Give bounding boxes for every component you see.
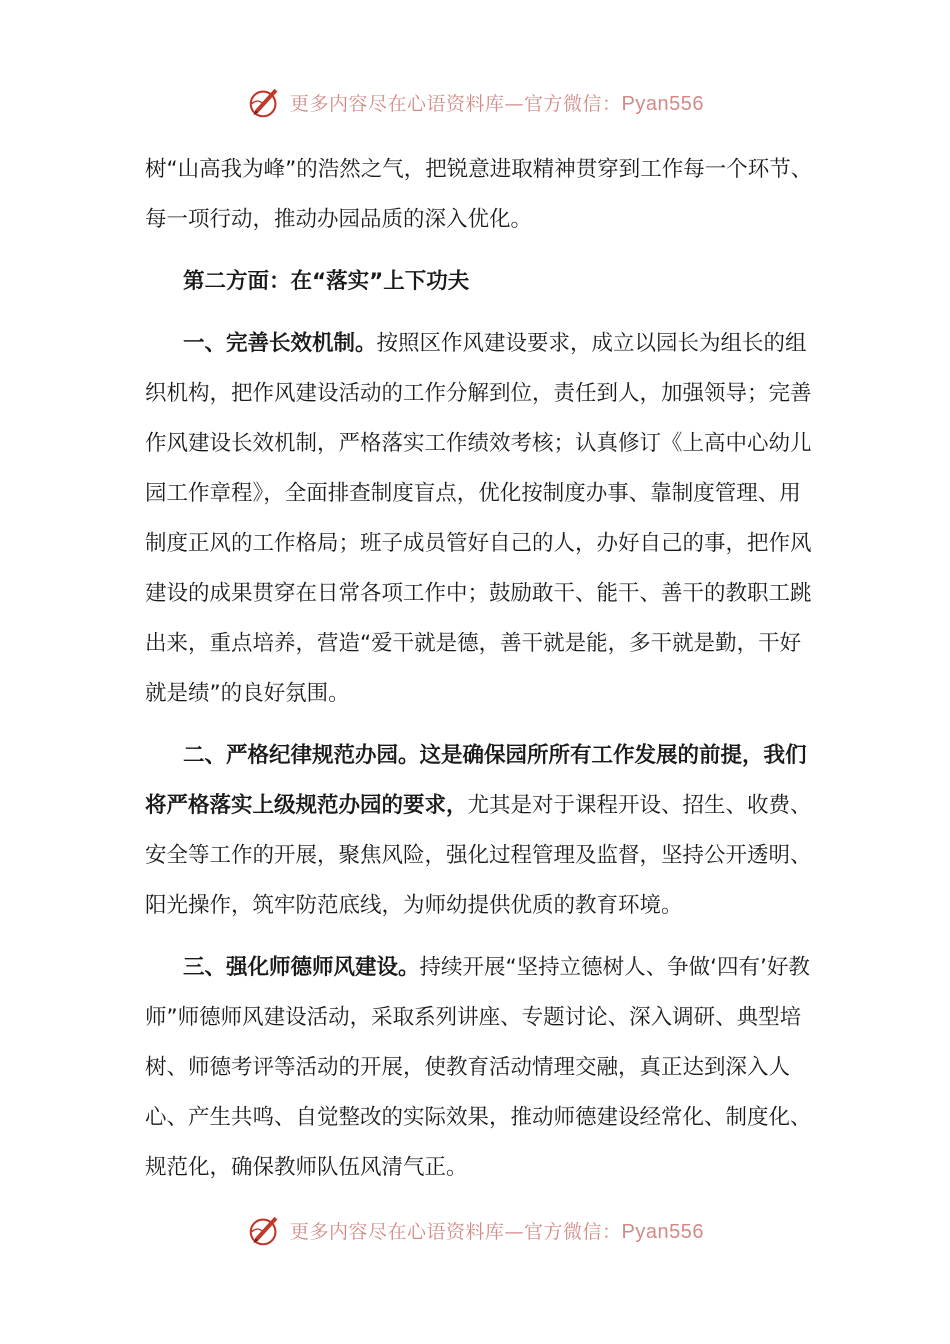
paragraph-item-3 bbox=[145, 943, 820, 1193]
footer-watermark bbox=[0, 1208, 950, 1252]
item-1-text: 按照区作风建设要求，成立以园长为组长的组织机构，把作风建设活动的工作分解到位，责任到人，加强领导；完善作风建设长效机制，严格落实工作绩效考核；认真修订《上高中心幼儿园工作章程》，全面排查制度盲点，优化按制度办事、靠制度管理、用制度正风的工作格局；班子成员管好自己的人，办好自己的事，把作风建设的成果贯穿在日常各项工作中；鼓励敢干、能干、善干的教职工跳出来，重点培养，营造“爱干就是德，善干就是能，多干就是勤，干好就是绩”的良好氛围。 bbox=[145, 331, 812, 706]
wechat-id: Pyan556 bbox=[621, 1220, 704, 1243]
watermark-text: 更多内容尽在心语资料库—官方微信：Pyan556 bbox=[290, 1220, 704, 1243]
section-heading: 第二方面：在“落实”上下功夫 bbox=[183, 269, 470, 294]
item-2-title: 二、严格纪律规范办园。这是确保园所所有工作发展的前提，我们将严格落实上级规范办园的要求， bbox=[145, 743, 807, 818]
item-3-title: 三、强化师德师风建设。 bbox=[183, 955, 420, 980]
watermark-text: 更多内容尽在心语资料库—官方微信：Pyan556 bbox=[290, 92, 704, 115]
pen-logo-icon bbox=[246, 83, 284, 121]
paragraph-item-1 bbox=[145, 319, 820, 719]
item-1-title: 一、完善长效机制。 bbox=[183, 331, 377, 356]
document-body bbox=[145, 145, 820, 1205]
item-2-text: 尤其是对于课程开设、招生、收费、安全等工作的开展，聚焦风险，强化过程管理及监督，坚持公开透明、阳光操作，筑牢防范底线，为师幼提供优质的教育环境。 bbox=[145, 793, 812, 918]
pen-logo-icon bbox=[246, 1211, 284, 1249]
paragraph-continuation: 树“山高我为峰”的浩然之气，把锐意进取精神贯穿到工作每一个环节、每一项行动，推动办园品质的深入优化。 bbox=[145, 157, 813, 232]
paragraph-item-2 bbox=[145, 731, 820, 931]
wechat-id: Pyan556 bbox=[621, 92, 704, 115]
header-watermark bbox=[0, 80, 950, 124]
item-3-text: 持续开展“坚持立德树人、争做‘四有’好教师”师德师风建设活动，采取系列讲座、专题讨论、深入调研、典型培树、师德考评等活动的开展，使教育活动情理交融，真正达到深入人心、产生共鸣、自觉整改的实际效果，推动师德建设经常化、制度化、规范化，确保教师队伍风清气正。 bbox=[145, 955, 812, 1180]
